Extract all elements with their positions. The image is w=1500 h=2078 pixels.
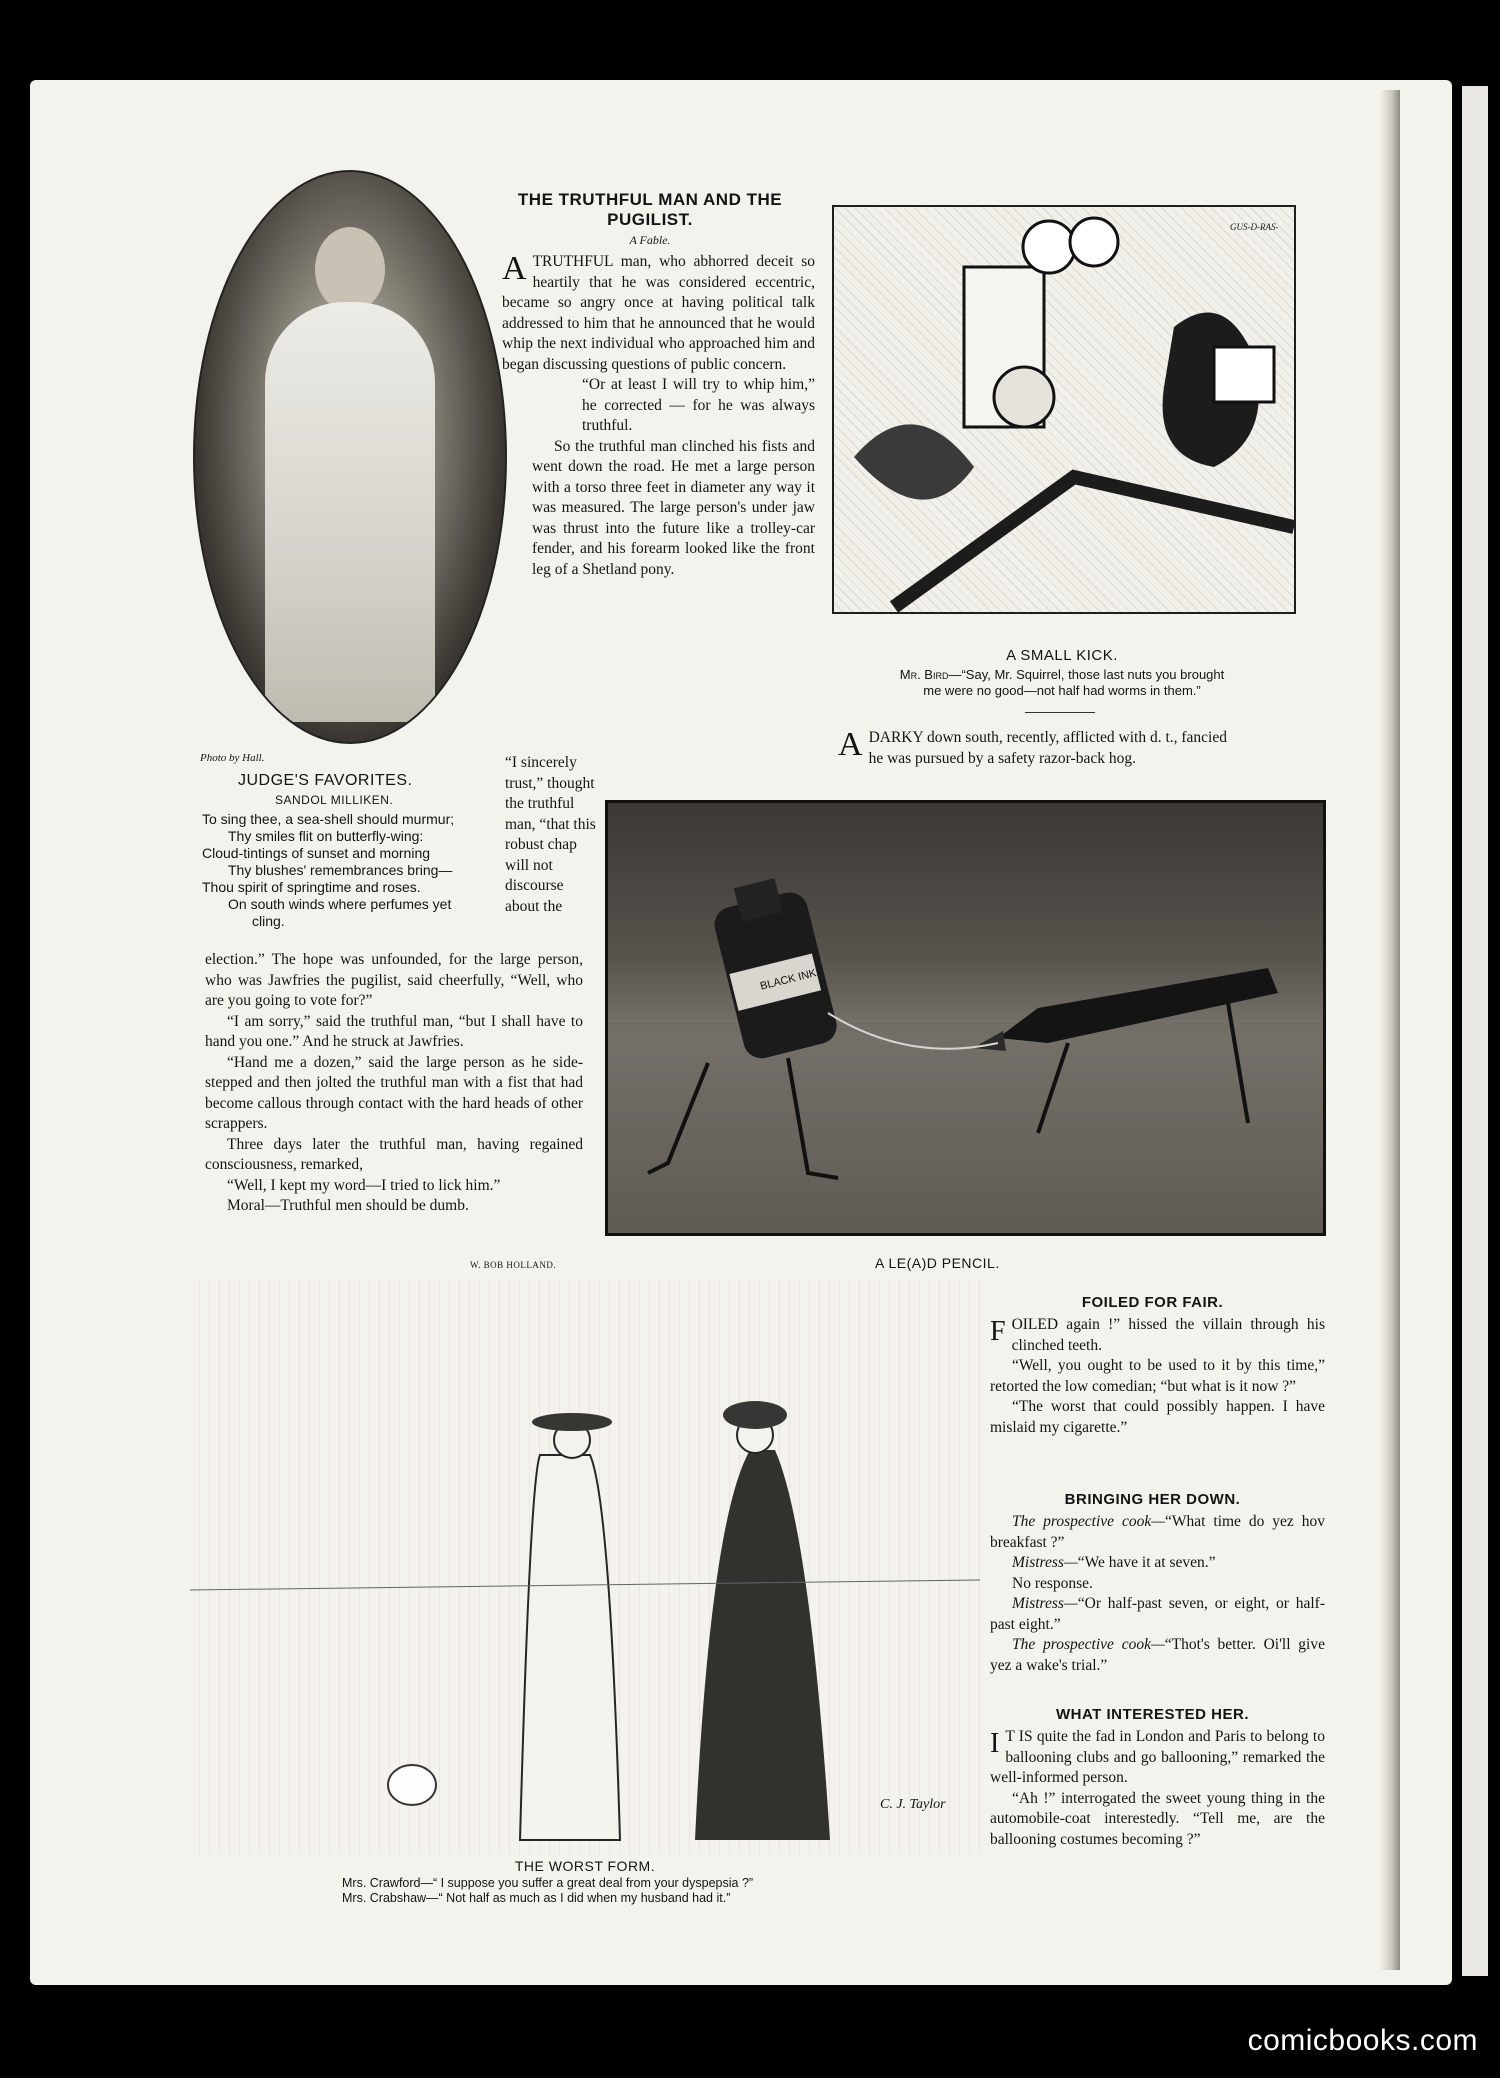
poem-line: Thy smiles flit on butterfly-wing: (228, 828, 424, 844)
portrait-head (315, 227, 385, 312)
interested-title: WHAT INTERESTED HER. (1055, 1706, 1250, 1723)
caption-speaker: Mr. Bird— (899, 667, 962, 682)
dialogue-line: “Thot's better. Oi'll give yez a wake's trial.” (990, 1636, 1325, 1674)
page-gutter (1380, 90, 1400, 1970)
darky-item (838, 728, 1318, 769)
illustrator-signature: C. J. Taylor (880, 1797, 946, 1812)
darky-line: he was pursued by a safety razor-back hog. (868, 749, 1136, 767)
poem-line: Cloud-tintings of sunset and morning (202, 845, 431, 861)
cartoon-signature: GUS-D-RAS- (1230, 222, 1279, 232)
ink-label: BLACK INK (758, 967, 818, 993)
photo-credit: Photo by Hall. (200, 752, 265, 764)
fable-subtitle: A Fable. (629, 233, 671, 247)
interested-paragraph: “Ah !” interrogated the sweet young thing in the automobile-coat interestedly. “Tell me, are the ballooning costumes becoming ?” (990, 1789, 1325, 1848)
interested-paragraph: T IS quite the fad in London and Paris to belong to ballooning clubs and go ballooning,” remarked the well-informed person. (990, 1728, 1325, 1786)
favorites-poem (202, 811, 492, 930)
fable-dropcap: A (502, 250, 527, 287)
pencil-caption: A LE(A)D PENCIL. (875, 1255, 1000, 1271)
foiled-paragraph: OILED again !” hissed the villain through his clinched teeth. (1011, 1316, 1325, 1354)
dialogue-speaker: The prospective cook— (1012, 1513, 1166, 1530)
poem-line: On south winds where perfumes yet (228, 896, 452, 912)
foiled-dropcap: F (990, 1316, 1006, 1347)
pencil-cartoon (605, 800, 1326, 1236)
dialogue-line: “We have it at seven.” (1077, 1554, 1216, 1571)
favorites-title: JUDGE'S FAVORITES. (238, 772, 413, 789)
fable-narrow-column: “I sincerely trust,” thought the truthful man, “that this robust chap will not discourse about the (505, 754, 596, 915)
bird-squirrel-drawing (834, 207, 1294, 612)
fable-title: THE TRUTHFUL MAN AND THE PUGILIST. (517, 190, 783, 229)
fable-paragraph: “I am sorry,” said the truthful man, “but I shall have to hand you one.” And he struck at Jawfries. (205, 1012, 583, 1050)
caption-line: “Say, Mr. Squirrel, those last nuts you brought (961, 667, 1225, 682)
dialogue-speaker: The prospective cook— (1012, 1636, 1165, 1653)
foiled-paragraph: “The worst that could possibly happen. I have mislaid my cigarette.” (990, 1398, 1325, 1436)
fable-moral: Moral—Truthful men should be dumb. (227, 1197, 469, 1214)
fable-author: W. BOB HOLLAND. (470, 1260, 557, 1270)
site-watermark: comicbooks.com (1247, 2024, 1478, 2057)
caption-line: Mrs. Crawford—“ I suppose you suffer a great deal from your dyspepsia ?” (342, 1876, 754, 1890)
street-scene-drawing (190, 1280, 980, 1855)
poem-line: Thy blushes' remembrances bring— (228, 862, 453, 878)
facing-page-strip (1462, 86, 1488, 1976)
dialogue-speaker: Mistress— (1012, 1554, 1078, 1571)
dialogue-line: “Or half-past seven, or eight, or half-past eight.” (990, 1595, 1325, 1633)
fable-paragraph: TRUTHFUL man, who abhorred deceit so heartily that he was considered eccentric, became so angry once at having political talk addressed to him that he announced that he would whip the next individual who approached him and began discussing questions of public concern. (502, 253, 815, 373)
favorites-name: SANDOL MILLIKEN. (275, 793, 394, 807)
small-kick-caption (832, 667, 1292, 699)
worst-form-title: THE WORST FORM. (514, 1858, 656, 1874)
fable-paragraph: “Hand me a dozen,” said the large person as he side-stepped and then jolted the truthful man with a fist that had become callous through contact with the hard heads of other scrappers. (205, 1053, 583, 1132)
small-kick-cartoon (832, 205, 1296, 614)
poem-line: cling. (252, 913, 285, 929)
poem-line: To sing thee, a sea-shell should murmur; (202, 811, 455, 827)
poem-line: Thou spirit of springtime and roses. (202, 879, 421, 895)
fable-paragraph: “Well, I kept my word—I tried to lick him.” (227, 1176, 501, 1194)
fable-paragraph: Three days later the truthful man, having regained consciousness, remarked, (205, 1135, 583, 1173)
dialogue-speaker: Mistress— (1012, 1595, 1078, 1612)
darky-dropcap: A (838, 726, 863, 763)
fable-paragraph: So the truthful man clinched his fists and went down the road. He met a large person with a torso three feet in diameter any way it was measured. The large person's under jaw was thrust into the future like a trolley-car fender, and his forearm looked like the front leg of a Shetland pony. (532, 437, 815, 578)
foiled-title: FOILED FOR FAIR. (1081, 1294, 1224, 1311)
caption-line: Mrs. Crabshaw—“ Not half as much as I did when my husband had it.” (342, 1891, 731, 1905)
foiled-paragraph: “Well, you ought to be used to it by this time,” retorted the low comedian; “but what is it now ?” (990, 1357, 1325, 1395)
bringing-column (990, 1512, 1325, 1676)
interested-dropcap: I (990, 1728, 1000, 1759)
worst-form-illustration (190, 1280, 980, 1855)
foiled-column (990, 1315, 1325, 1438)
bringing-title: BRINGING HER DOWN. (1064, 1491, 1241, 1508)
dialogue-line: No response. (1012, 1574, 1093, 1592)
portrait-photo (193, 170, 507, 744)
ink-pencil-drawing (608, 803, 1323, 1233)
divider-rule (1025, 712, 1095, 713)
portrait-figure (265, 302, 435, 722)
fable-paragraph: “Or at least I will try to whip him,” he corrected — for he was always truthful. (582, 376, 815, 434)
small-kick-title: A SMALL KICK. (1006, 647, 1118, 664)
caption-line: me were no good—not half had worms in them.” (923, 683, 1201, 698)
worst-form-caption (342, 1876, 753, 1906)
dialogue-line: “What time do yez hov breakfast ?” (990, 1513, 1325, 1551)
fable-column-lower (205, 950, 583, 1217)
fable-paragraph: election.” The hope was unfounded, for the large person, who was Jawfries the pugilist, said cheerfully, “Well, who are you going to vote for?” (205, 951, 583, 1009)
darky-line: DARKY down south, recently, afflicted with d. t., fancied (868, 729, 1227, 746)
interested-column (990, 1727, 1325, 1850)
fable-column (502, 252, 815, 580)
